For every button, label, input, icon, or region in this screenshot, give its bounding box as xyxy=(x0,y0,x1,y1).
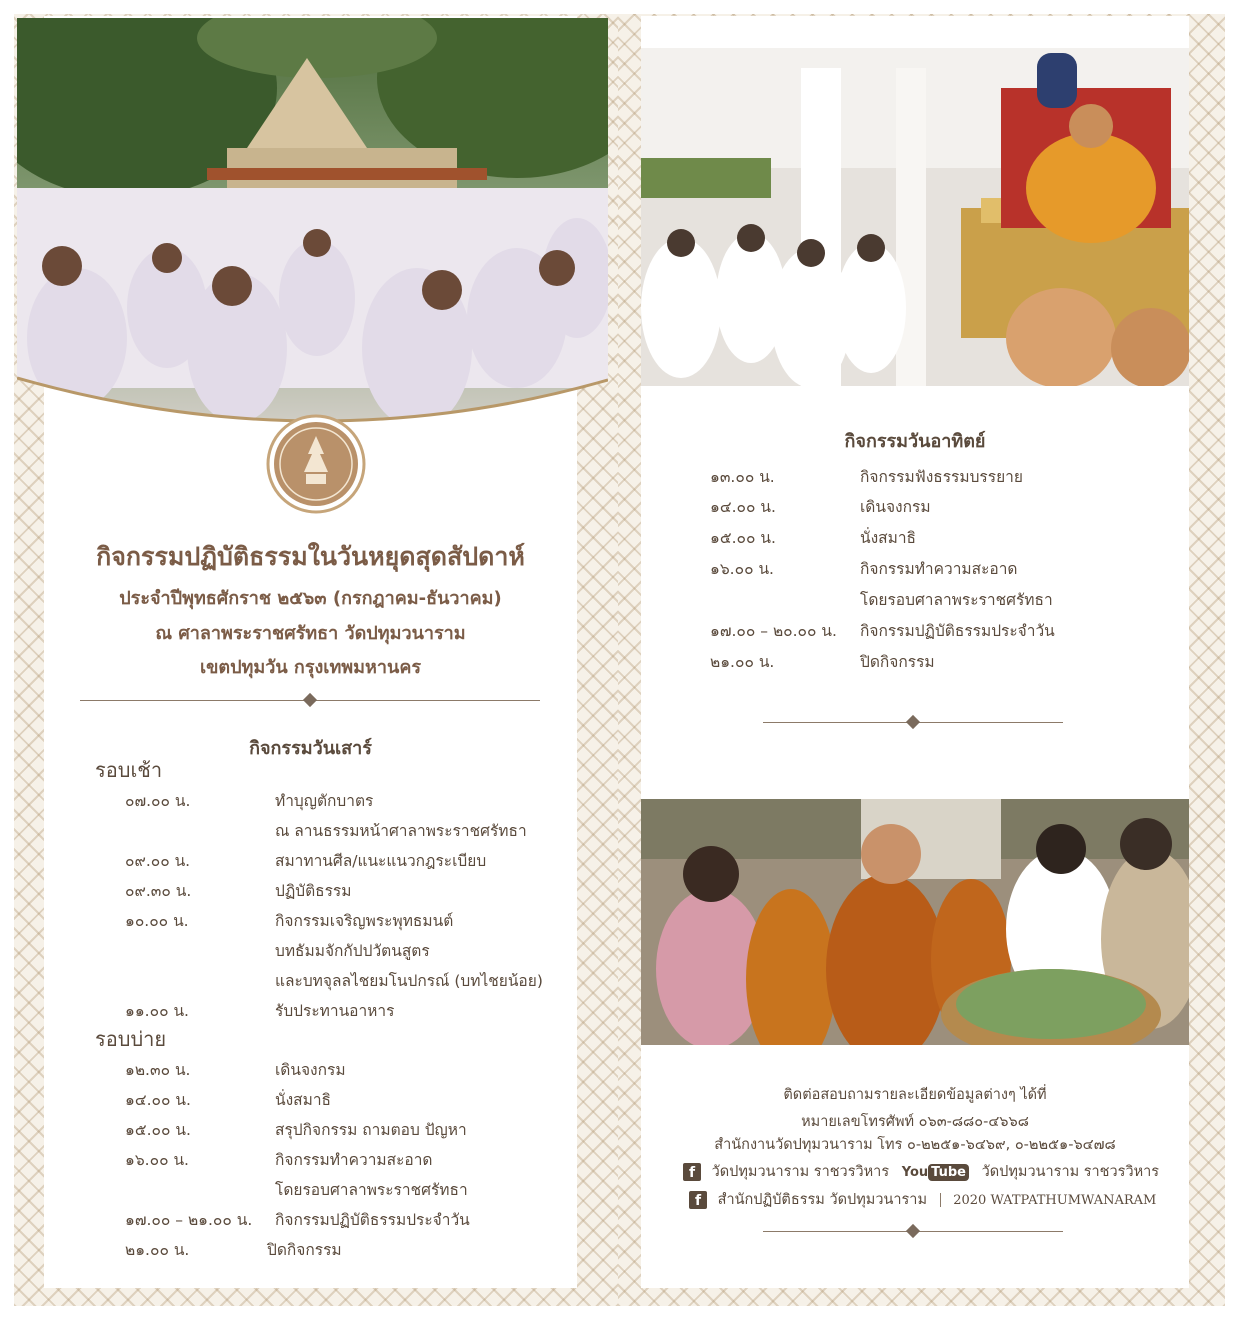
schedule-time: ๑๕.๐๐ น. xyxy=(125,1121,191,1139)
schedule-activity: ปิดกิจกรรม xyxy=(267,1241,342,1259)
social-row-1 xyxy=(683,1160,1159,1182)
facebook-page-link[interactable]: วัดปทุมวนาราม ราชวรวิหาร xyxy=(711,1164,890,1180)
schedule-time: ๐๙.๐๐ น. xyxy=(125,852,191,870)
copyright-text: 2020 WATPATHUMWANARAM xyxy=(953,1193,1157,1208)
facebook-icon[interactable]: f xyxy=(689,1191,707,1209)
schedule-activity: กิจกรรมเจริญพระพุทธมนต์ xyxy=(275,912,454,930)
schedule-time: ๑๑.๐๐ น. xyxy=(125,1002,189,1020)
afternoon-label: รอบบ่าย xyxy=(95,1027,167,1051)
schedule-activity: เดินจงกรม xyxy=(860,498,931,516)
schedule-activity: โดยรอบศาลาพระราชศรัทธา xyxy=(860,591,1053,609)
schedule-time: ๑๒.๓๐ น. xyxy=(125,1061,191,1079)
youtube-tube: Tube xyxy=(928,1164,969,1181)
schedule-time: ๑๓.๐๐ น. xyxy=(710,468,775,486)
schedule-time: ๑๐.๐๐ น. xyxy=(125,912,189,930)
schedule-activity: รับประทานอาหาร xyxy=(275,1002,395,1020)
schedule-time: ๑๗.๐๐ – ๒๐.๐๐ น. xyxy=(710,622,837,640)
schedule-time: ๐๗.๐๐ น. xyxy=(125,792,191,810)
monk-preaching-photo xyxy=(641,48,1189,386)
main-title: กิจกรรมปฏิบัติธรรมในวันหยุดสุดสัปดาห์ xyxy=(96,542,525,571)
schedule-activity: กิจกรรมปฏิบัติธรรมประจำวัน xyxy=(275,1211,470,1229)
schedule-activity: กิจกรรมทำความสะอาด xyxy=(860,560,1018,578)
separator xyxy=(940,1193,941,1207)
schedule-time: ๑๖.๐๐ น. xyxy=(710,560,774,578)
social-row-2 xyxy=(689,1188,1156,1210)
subtitle-district: เขตปทุมวัน กรุงเทพมหานคร xyxy=(199,657,422,678)
schedule-time: ๑๔.๐๐ น. xyxy=(710,498,776,516)
schedule-time: ๒๑.๐๐ น. xyxy=(710,653,775,671)
schedule-time: ๐๙.๓๐ น. xyxy=(125,882,192,900)
sunday-schedule xyxy=(710,464,1180,671)
schedule-activity: ปิดกิจกรรม xyxy=(860,653,935,671)
sunday-heading: กิจกรรมวันอาทิตย์ xyxy=(844,431,986,452)
subtitle-year: ประจำปีพุทธศักราช ๒๕๖๓ (กรกฎาคม-ธันวาคม) xyxy=(119,588,502,609)
schedule-activity: กิจกรรมปฏิบัติธรรมประจำวัน xyxy=(860,622,1055,640)
schedule-activity: สมาทานศีล/แนะแนวกฎระเบียบ xyxy=(275,852,487,870)
saturday-morning-schedule xyxy=(125,788,575,1018)
schedule-activity: ณ ลานธรรมหน้าศาลาพระราชศรัทธา xyxy=(275,822,527,840)
schedule-activity: กิจกรรมฟังธรรมบรรยาย xyxy=(860,468,1023,486)
alms-giving-photo xyxy=(641,799,1189,1045)
schedule-activity: เดินจงกรม xyxy=(275,1061,346,1079)
contact-heading: ติดต่อสอบถามรายละเอียดข้อมูลต่างๆ ได้ที่ xyxy=(783,1087,1047,1103)
schedule-time: ๑๗.๐๐ – ๒๑.๐๐ น. xyxy=(125,1211,253,1229)
contact-phone: หมายเลขโทรศัพท์ ๐๖๓-๘๘๐-๔๖๖๘ xyxy=(801,1114,1029,1130)
facebook-icon[interactable]: f xyxy=(683,1163,701,1181)
schedule-time: ๑๖.๐๐ น. xyxy=(125,1151,189,1169)
schedule-activity: และบทจุลลไชยมโนปกรณ์ (บทไชยน้อย) xyxy=(275,972,543,990)
saturday-heading: กิจกรรมวันเสาร์ xyxy=(249,738,372,759)
schedule-activity: ทำบุญตักบาตร xyxy=(275,792,374,810)
subtitle-venue: ณ ศาลาพระราชศรัทธา วัดปทุมวนาราม xyxy=(155,623,466,644)
saturday-afternoon-schedule xyxy=(125,1057,575,1257)
facebook-dhamma-link[interactable]: สำนักปฏิบัติธรรม วัดปทุมวนาราม xyxy=(717,1192,928,1208)
schedule-activity: ปฏิบัติธรรม xyxy=(275,882,352,900)
temple-emblem xyxy=(266,414,366,514)
contact-office: สำนักงานวัดปทุมวนาราม โทร ๐-๒๒๕๑-๖๔๖๙, ๐-๒๒๕๑-๖๔๗๘ xyxy=(714,1137,1116,1153)
schedule-time: ๑๕.๐๐ น. xyxy=(710,529,776,547)
schedule-activity: นั่งสมาธิ xyxy=(275,1091,332,1109)
schedule-activity: นั่งสมาธิ xyxy=(860,529,917,547)
youtube-you: You xyxy=(901,1164,929,1180)
morning-label: รอบเช้า xyxy=(95,758,163,782)
schedule-activity: บทธัมมจักกัปปวัตนสูตร xyxy=(275,942,430,960)
schedule-activity: กิจกรรมทำความสะอาด xyxy=(275,1151,433,1169)
schedule-activity: สรุปกิจกรรม ถามตอบ ปัญหา xyxy=(275,1121,467,1139)
schedule-time: ๑๔.๐๐ น. xyxy=(125,1091,191,1109)
schedule-activity: โดยรอบศาลาพระราชศรัทธา xyxy=(275,1181,468,1199)
youtube-channel-link[interactable]: วัดปทุมวนาราม ราชวรวิหาร xyxy=(981,1164,1160,1180)
youtube-icon[interactable] xyxy=(902,1165,969,1180)
schedule-time: ๒๑.๐๐ น. xyxy=(125,1241,190,1259)
meditation-group-photo xyxy=(17,18,608,448)
